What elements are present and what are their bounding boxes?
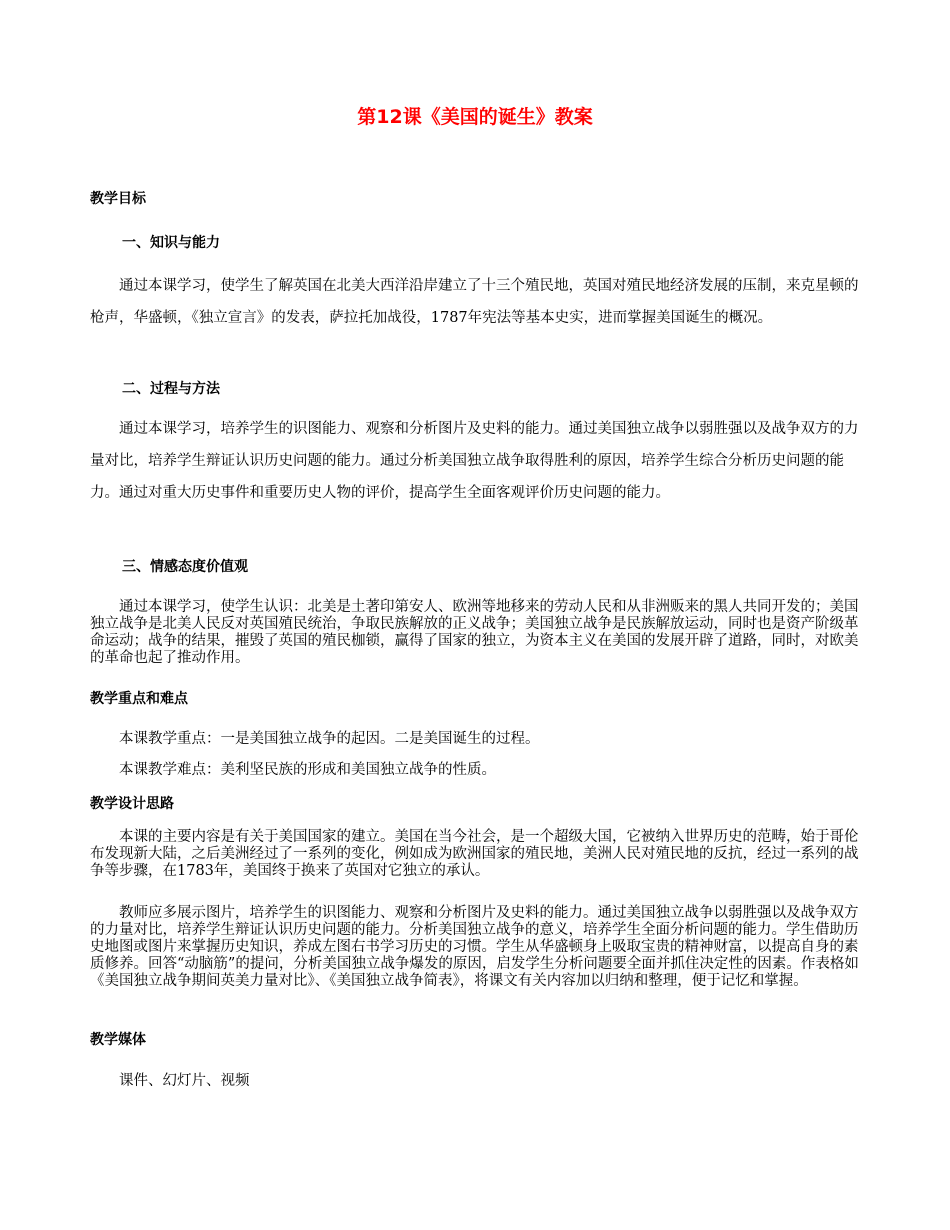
paragraph-process-method: 通过本课学习，培养学生的识图能力、观察和分析图片及史料的能力。通过美国独立战争以弱胜强以及战争双方的力量对比，培养学生辩证认识历史问题的能力。通过分析美国独立战争取得胜利的原因，培养学生综合分析历史问题的能力。通过对重大历史事件和重要历史人物的评价，提高学生全面客观评价历史问题的能力。 bbox=[90, 421, 859, 501]
paragraph-difficult-point: 本课教学难点：美利坚民族的形成和美国独立战争的性质。 bbox=[119, 762, 496, 778]
heading-knowledge-ability: 一、知识与能力 bbox=[122, 235, 220, 251]
paragraph-design-2: 教师应多展示图片，培养学生的识图能力、观察和分析图片及史料的能力。通过美国独立战争以弱胜强以及战争双方的力量对比，培养学生辩证认识历史问题的能力。分析美国独立战争的意义，培养学生全面分析问题的能力。学生借助历史地图或图片来掌握历史知识，养成左图右书学习历史的习惯。学生从华盛顿身上吸取宝贵的精神财富，以提高自身的素质修养。回答“动脑筋”的提问，分析美国独立战争爆发的原因，启发学生分析问题要全面并抓住决定性的因素。作表格如《美国独立战争期间英美力量对比》、《美国独立战争简表》，将课文有关内容加以归纳和整理，便于记忆和掌握。 bbox=[90, 905, 859, 989]
paragraph-emotion-values: 通过本课学习，使学生认识：北美是土著印第安人、欧洲等地移来的劳动人民和从非洲贩来的黑人共同开发的；美国独立战争是北美人民反对英国殖民统治，争取民族解放的正义战争；美国独立战争是民族解放运动，同时也是资产阶级革命运动；战争的结果，摧毁了英国的殖民枷锁，赢得了国家的独立，为资本主义在美国的发展开辟了道路，同时，对欧美的革命也起了推动作用。 bbox=[90, 599, 859, 666]
paragraph-teaching-media: 课件、幻灯片、视频 bbox=[119, 1073, 250, 1089]
paragraph-key-point: 本课教学重点：一是美国独立战争的起因。二是美国诞生的过程。 bbox=[119, 731, 540, 747]
heading-teaching-media: 教学媒体 bbox=[90, 1032, 146, 1048]
heading-design-approach: 教学设计思路 bbox=[90, 796, 174, 812]
heading-key-difficult-points: 教学重点和难点 bbox=[90, 691, 188, 707]
paragraph-design-1: 本课的主要内容是有关于美国国家的建立。美国在当今社会，是一个超级大国，它被纳入世界历史的范畴，始于哥伦布发现新大陆，之后美洲经过了一系列的变化，例如成为欧洲国家的殖民地，美洲人民对殖民地的反抗，经过一系列的战争等步骤，在1783年，美国终于换来了英国对它独立的承认。 bbox=[90, 829, 859, 879]
paragraph-knowledge-ability: 通过本课学习，使学生了解英国在北美大西洋沿岸建立了十三个殖民地，英国对殖民地经济发展的压制，来克星顿的枪声，华盛顿，《独立宣言》的发表，萨拉托加战役，1787年宪法等基本史实，进而掌握美国诞生的概况。 bbox=[90, 278, 859, 326]
document-title: 第12课《美国的诞生》教案 bbox=[357, 106, 593, 128]
heading-process-method: 二、过程与方法 bbox=[122, 381, 220, 397]
heading-teaching-goals: 教学目标 bbox=[90, 191, 146, 207]
heading-emotion-values: 三、情感态度价值观 bbox=[122, 559, 248, 575]
